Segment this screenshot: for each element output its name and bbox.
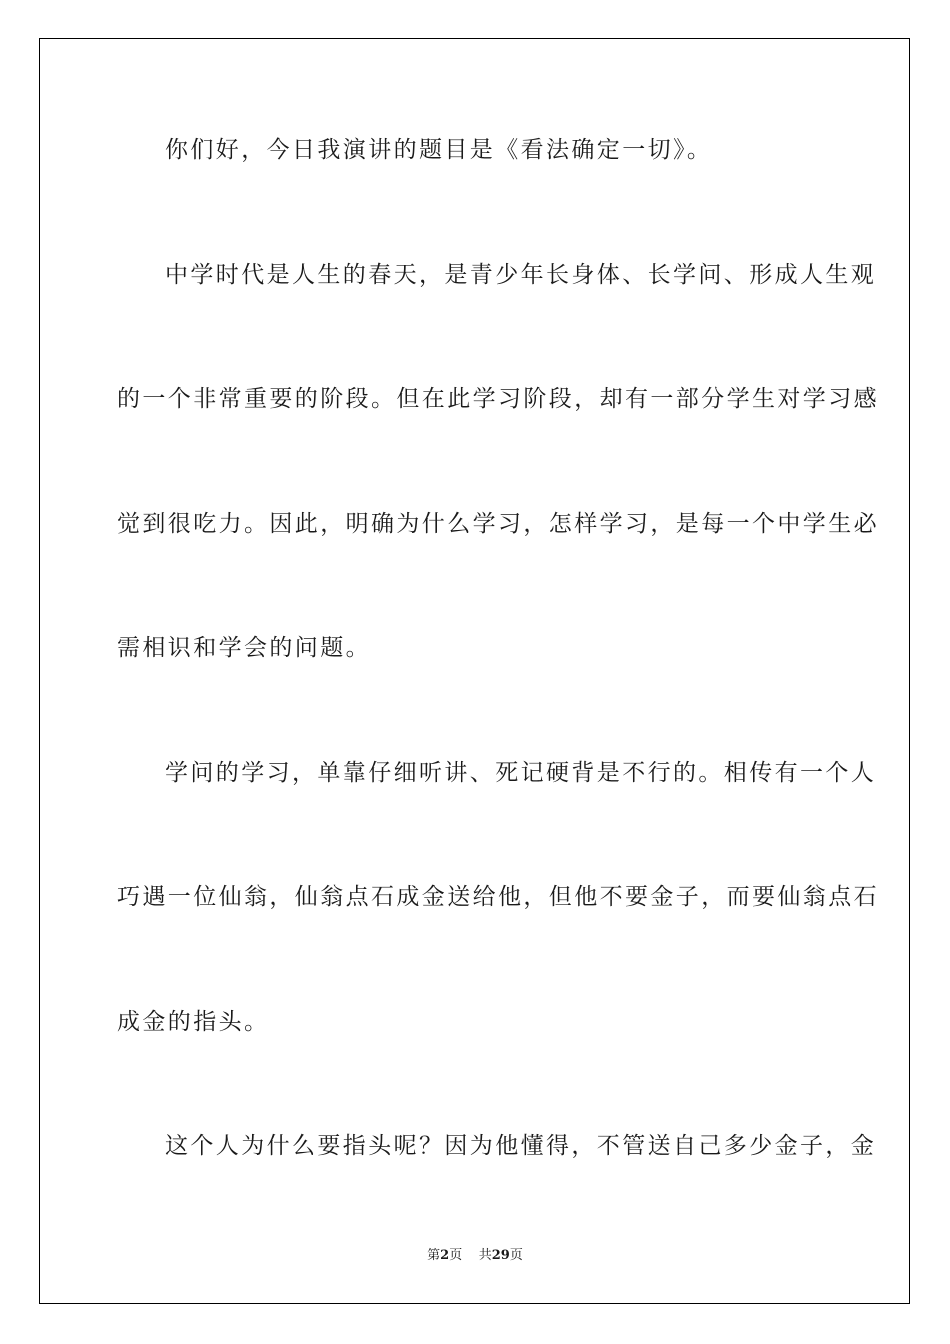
page-footer (0, 1246, 950, 1266)
paragraph-line-2: 中学时代是人生的春天，是青少年长身体、长学问、形成人生观 (165, 262, 877, 288)
paragraph-line-7: 巧遇一位仙翁，仙翁点石成金送给他，但他不要金子，而要仙翁点石 (117, 884, 879, 910)
paragraph-line-5: 需相识和学会的问题。 (117, 635, 371, 661)
page-suffix: 页 (449, 1248, 463, 1263)
paragraph-line-4: 觉到很吃力。因此，明确为什么学习，怎样学习，是每一个中学生必 (117, 511, 879, 537)
page-number: 2 (440, 1248, 450, 1263)
paragraph-line-1: 你们好，今日我演讲的题目是《看法确定一切》。 (165, 137, 713, 163)
paragraph-line-8: 成金的指头。 (117, 1009, 270, 1035)
paragraph-line-9: 这个人为什么要指头呢？因为他懂得，不管送自己多少金子，金 (165, 1133, 877, 1159)
page-prefix: 第 (427, 1248, 441, 1263)
paragraph-line-3: 的一个非常重要的阶段。但在此学习阶段，却有一部分学生对学习感 (117, 386, 879, 412)
total-suffix: 页 (509, 1248, 523, 1263)
total-prefix: 共 (478, 1248, 492, 1263)
total-pages: 29 (491, 1248, 510, 1263)
paragraph-line-6: 学问的学习，单靠仔细听讲、死记硬背是不行的。相传有一个人 (165, 760, 877, 786)
page-border (39, 38, 910, 1304)
